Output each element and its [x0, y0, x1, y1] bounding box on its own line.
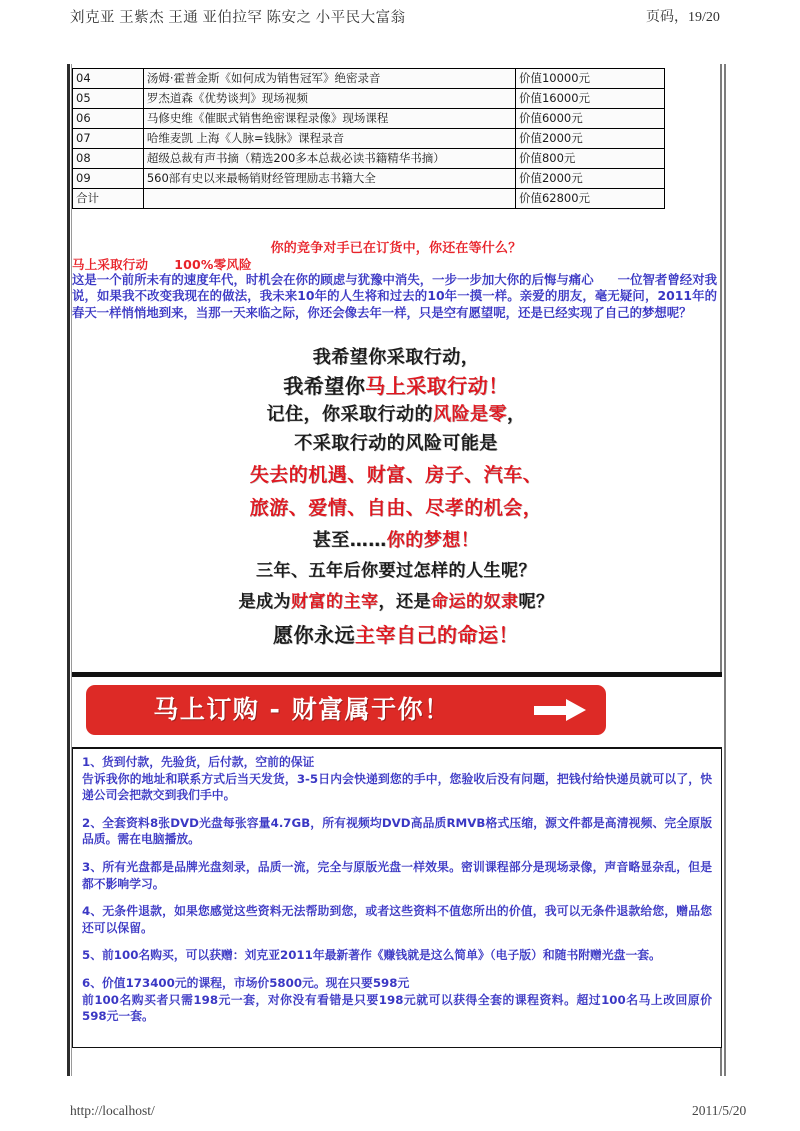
terms-item-6-title: 6、价值173400元的课程，市场价5800元。现在只要598元 [82, 975, 410, 990]
gift-name: 罗杰道森《优势谈判》现场视频 [143, 89, 515, 109]
terms-item-6 [82, 975, 712, 1025]
gift-no: 09 [73, 169, 144, 189]
cta-line-9-red-a: 财富的主宰 [291, 592, 379, 612]
cta-line-9-black-b: ，还是 [378, 592, 431, 612]
gift-name: 哈维麦凯 上海《人脉=钱脉》课程录音 [143, 129, 515, 149]
gift-value: 价值800元 [515, 149, 664, 169]
cta-line-2 [72, 371, 720, 401]
gift-table-body [73, 69, 665, 209]
table-row [73, 149, 665, 169]
cta-line-3-black-b: ， [507, 404, 526, 425]
gift-value: 价值10000元 [515, 69, 664, 89]
gift-no: 06 [73, 109, 144, 129]
cta-line-10-red: 主宰自己的命运！ [355, 623, 519, 647]
table-row-total [73, 189, 665, 209]
terms-item-2: 2、全套资料8张DVD光盘每张容量4.7GB，所有视频均DVD高品质RMVB格式压缩，源文件都是高清视频、完全原版品质。需在电脑播放。 [82, 815, 712, 847]
right-arrow-icon [534, 699, 590, 721]
gift-value: 价值2000元 [515, 129, 664, 149]
cta-line-5: 失去的机遇、财富、房子、汽车、 [249, 464, 543, 486]
table-row [73, 109, 665, 129]
intro-paragraph-line1: 这是一个前所未有的速度年代，时机会在你的顾虑与犹豫中消失，一步一步加大你的后悔与痛心 [72, 272, 594, 287]
gift-total-label: 合计 [73, 189, 144, 209]
gift-value: 价值16000元 [515, 89, 664, 109]
gift-list-table [72, 68, 665, 209]
page-frame-right-rule-inner [724, 64, 726, 1076]
cta-line-6: 旅游、爱情、自由、尽孝的机会， [249, 497, 543, 519]
cta-line-7-red: 你的梦想！ [386, 530, 480, 551]
cta-line-1: 我希望你采取行动， [312, 347, 480, 368]
order-banner-section [72, 672, 722, 752]
terms-item-4: 4、无条件退款，如果您感觉这些资料无法帮助到您，或者这些资料不值您所出的价值，我可以无条件退款给您，赠品您还可以保留。 [82, 904, 712, 935]
terms-box [72, 748, 722, 1048]
order-now-button[interactable] [86, 685, 606, 735]
gift-total-blank [143, 189, 515, 209]
cta-line-3-red: 风险是零 [433, 404, 507, 425]
cta-line-9 [72, 587, 720, 618]
terms-content [82, 754, 712, 1025]
gift-name: 汤姆·霍普金斯《如何成为销售冠军》绝密录音 [143, 69, 515, 89]
cta-line-9-black-c: 呢？ [518, 592, 554, 612]
header-page-number: 页码，19/20 [646, 10, 720, 25]
cta-line-2-red: 马上采取行动！ [365, 374, 509, 398]
act-now-text: 马上采取行动 [72, 257, 149, 272]
gift-total-value: 价值62800元 [515, 189, 664, 209]
gift-value: 价值2000元 [515, 169, 664, 189]
terms-item-3: 3、所有光盘都是品牌光盘刻录，品质一流，完全与原版光盘一样效果。密训课程部分是现场录像，声音略显杂乱，但是都不影响学习。 [82, 859, 712, 891]
table-row [73, 89, 665, 109]
gift-name: 560部有史以来最畅销财经管理励志书籍大全 [143, 169, 515, 189]
header-authors: 刘克亚 王紫杰 王通 亚伯拉罕 陈安之 小平民大富翁 [70, 10, 406, 26]
cta-line-10 [72, 618, 720, 652]
cta-line-7 [72, 525, 720, 556]
page-footer [0, 1103, 800, 1127]
cta-line-10-black: 愿你永远 [273, 623, 355, 647]
footer-date: 2011/5/20 [692, 1103, 747, 1118]
terms-item-6-body: 前100名购买者只需198元一套，对你没有看错是只要198元就可以获得全套的课程资料。超过100名马上改回原价598元一套。 [82, 992, 712, 1024]
intro-paragraph-line2: 一位智者曾经对我说，如果我不改变我现在的做法，我未来10年的人生将和过去的10年一摸一样。亲爱的朋友，毫无疑问，2011年的春天一样悄悄地到来，当那一天来临之际，你还会像去年一样，只是空有愿望呢，还是已经实现了自己的梦想呢？ [72, 272, 718, 320]
cta-line-2-black: 我希望你 [283, 374, 366, 398]
gift-no: 05 [73, 89, 144, 109]
gift-no: 04 [73, 69, 144, 89]
cta-line-3-black-a: 记住，你采取行动的 [266, 404, 433, 425]
gift-no: 08 [73, 149, 144, 169]
order-now-label: 马上订购 - 财富属于你！ [153, 695, 451, 724]
competitor-headline: 你的竞争对手已在订货中，你还在等什么？ [270, 241, 522, 256]
gift-name: 马修史维《催眠式销售绝密课程录像》现场课程 [143, 109, 515, 129]
gift-value: 价值6000元 [515, 109, 664, 129]
footer-url: http://localhost/ [70, 1103, 155, 1118]
cta-line-7-black: 甚至…… [312, 530, 387, 551]
table-row [73, 169, 665, 189]
terms-item-5: 5、前100名购买，可以获赠：刘克亚2011年最新著作《赚钱就是这么简单》（电子版）和随书附赠光盘一套。 [82, 948, 661, 963]
cta-line-9-red-b: 命运的奴隶 [431, 592, 519, 612]
gift-no: 07 [73, 129, 144, 149]
cta-line-3 [72, 401, 720, 429]
zero-risk-text: 100%零风险 [174, 257, 252, 272]
cta-line-4: 不采取行动的风险可能是 [294, 433, 498, 454]
cta-line-9-black-a: 是成为 [238, 592, 291, 612]
intro-paragraph [72, 272, 717, 321]
gift-name: 超级总裁有声书摘（精选200多本总裁必读书籍精华书摘） [143, 149, 515, 169]
page-header [0, 6, 800, 32]
terms-item-1-title: 1、货到付款，先验货，后付款，空前的保证 [82, 755, 315, 769]
cta-line-8: 三年、五年后你要过怎样的人生呢？ [256, 561, 536, 581]
terms-item-1 [82, 754, 712, 804]
table-row [73, 129, 665, 149]
page-frame-left-rule [67, 64, 70, 1076]
act-now-headline [72, 255, 720, 273]
terms-item-1-body: 告诉我你的地址和联系方式后当天发货，3-5日内会快递到您的手中，您验收后没有问题，把钱付给快递员就可以了，快递公司会把款交到我们手中。 [82, 771, 712, 803]
table-row [73, 69, 665, 89]
call-to-action-block [72, 345, 720, 652]
